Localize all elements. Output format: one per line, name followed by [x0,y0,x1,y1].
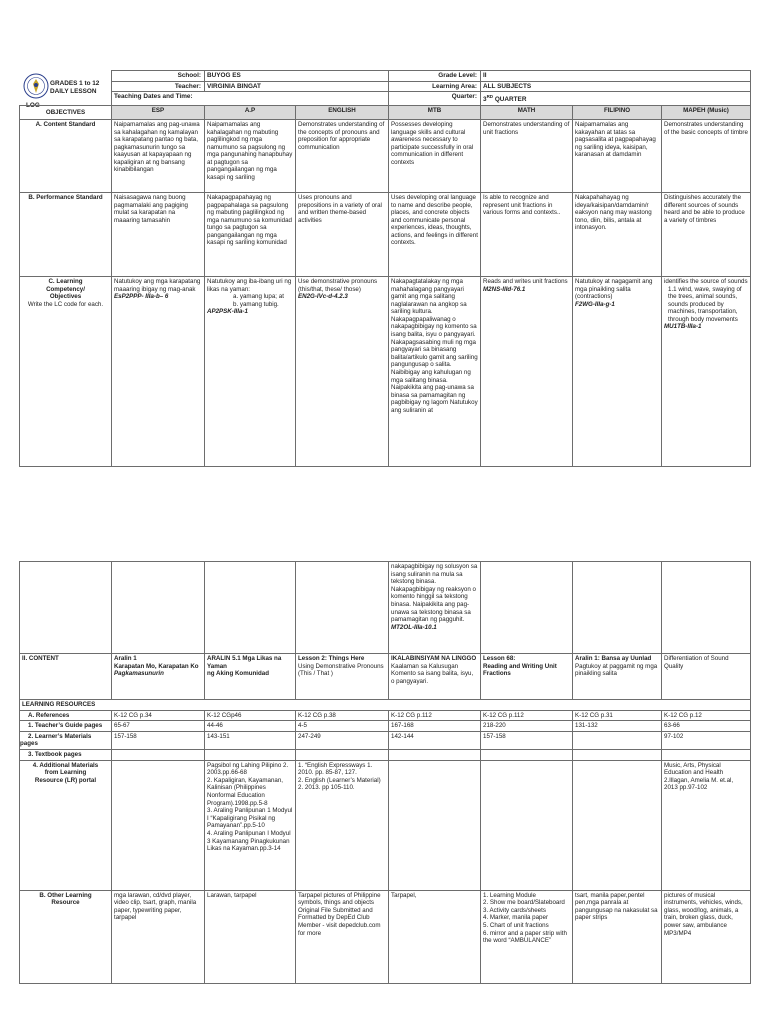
subject-header-mapeh: MAPEH (Music) [662,105,751,119]
am-mtb [389,760,481,890]
continued-english [296,562,389,654]
lm-filipino [573,731,662,749]
lc-filipino-text: Natutukoy at nagagamit ang mga pinaikling salita (contractions) [575,277,653,301]
learning-area-value: ALL SUBJECTS [481,81,751,92]
performance-standard-mtb: Uses developing oral language to name and describe people, places, and concrete objects and communicate personal experiences, ideas, thoughts, actions, and feelings in different contexts. [389,192,481,276]
performance-standard-english: Uses pronouns and prepositions in a variety of oral and written theme-based activities [296,192,389,276]
ref-mapeh: K-12 CG p.12 [662,710,751,721]
lc-ap-item-a: a. yamang lupa; at [233,293,284,301]
content-standard-english: Demonstrates understanding of the concepts of pronouns and preposition for appropriate communication [296,119,389,192]
content-standard-filipino: Naipamamalas ang kakayahan at tatas sa pagsasalita at pagpapahayag ng sariling ideya, kaisipan, karanasan at damdamin [573,119,662,192]
quarter-value [481,92,751,106]
tb-esp [112,749,205,760]
lc-english-text: Use demonstrative pronouns (this/that, these/ those) [298,277,378,293]
lc-esp-text: Natutukoy ang mga karapatang maaaring ibigay ng mag-anak [114,277,201,293]
quarter-label: Quarter: [389,92,481,106]
dll-table-part1 [19,70,751,467]
content-esp [112,654,205,700]
lc-ap-text: Natutukoy ang iba-ibang uri ng likas na yaman: [207,277,292,293]
quarter-suffix: RD [486,94,494,100]
tb-english [296,749,389,760]
continued-filipino [573,562,662,654]
content-filipino [573,654,662,700]
ref-ap: K-12 CGp46 [205,710,296,721]
content-english-line2: Using Demonstrative Pronouns (This / That ) [298,662,384,678]
learning-competency-label [20,276,112,466]
other-resources-label [20,890,112,983]
content-english [296,654,389,700]
tg-ap: 44-46 [205,721,296,732]
lc-mapeh [662,276,751,466]
lc-esp-code: EsP2PPP- IIIa-b– 6 [114,293,169,301]
am-ap: Pagsibol ng Lahing Pilipino 2. 2003.pp.66-68 2. Kapaligiran, Kayamanan, Kalinisan (Philippines Nonformal Education Program).1998.pp.5-8 3. Araling Panlipunan 1 Modyul I “Kapaligirang Pisikal ng Pamayanan”.pp.5-10 4. Araling Panlipunan I Modyul 3 Kayamanang Pinagkukunan Likas na Kayaman.pp.3-14 [205,760,296,890]
tb-math [481,749,573,760]
learning-resources-label: LEARNING RESOURCES [20,700,751,711]
content-esp-line2: Karapatan Mo, Karapatan Ko [114,662,199,670]
lc-label-note: Write the LC code for each. [27,300,104,308]
objectives-label: OBJECTIVES [20,105,112,119]
lm-label-line1: 2. Learner’s Materials [28,732,92,740]
content-mapeh-line1: Differentiation of Sound Quality [664,655,729,670]
other-ap: Larawan, tarpapel [205,890,296,983]
performance-standard-mapeh: Distinguishes accurately the different sources of sounds heard and be able to produce a variety of timbres [662,192,751,276]
lc-mtb-text: Nakapagtatalakay ng mga mahahalagang pangyayari gamit ang mga salitang naglalarawan na angkop sa sariling kultura. Nakapagpapaliwanag o nakapagbibigay ng komento sa isang balita, isyu o pangyayari. Nakapagsasabing muli ng mga pangyayari sa binasang balita/artikulo gamit ang sariling pangungusap o salita. Naibibigay ang kahulugan ng mga salitang binasa. Naipakikita ang pag-unawa sa binasa sa pamamagitan ng pagbibigay ng lagom Natutukoy ang suliranin at [391,277,478,414]
tb-filipino [573,749,662,760]
tg-filipino: 131-132 [573,721,662,732]
content-standard-mtb: Possesses developing language skills and cultural awareness necessary to participate successfully in oral communication in different contexts [389,119,481,192]
lc-label-line3: Objectives [49,293,82,301]
content-standard-math: Demonstrates understanding of unit fractions [481,119,573,192]
ref-mtb: K-12 CG p.112 [389,710,481,721]
grade-level-value: II [481,71,751,82]
quarter-word: QUARTER [493,96,527,104]
subject-header-filipino: FILIPINO [573,105,662,119]
tg-english: 4-5 [296,721,389,732]
content-mtb-line2: Kaalaman sa Kalusugan Komento sa isang balita, isyu, o pangyayari. [391,662,474,685]
additional-materials-label [20,760,112,890]
content-esp-line1: Aralin 1 [114,655,137,662]
am-filipino [573,760,662,890]
lc-esp [112,276,205,466]
content-label: II. CONTENT [20,654,112,700]
lc-ap [205,276,296,466]
ref-english: K-12 CG p.38 [296,710,389,721]
lc-mapeh-text: identifies the source of sounds [664,277,748,285]
tb-mapeh [662,749,751,760]
teachers-guide-label: 1. Teacher’s Guide pages [20,721,112,732]
school-label: School: [112,71,205,82]
continued-math [481,562,573,654]
logo-cell-3 [20,92,112,106]
continued-label [20,562,112,654]
content-ap-line1: ARALIN 5.1 Mga Likas na Yaman [207,655,282,670]
performance-standard-esp: Naisasagawa nang buong pagmamalaki ang pagiging mulat sa karapatan na maaaring tamasahin [112,192,205,276]
other-label-line1: B. Other Learning [39,891,92,899]
logo-cell [20,71,112,82]
am-label-line1: 4. Additional Materials [32,761,99,769]
dll-table-part2 [19,561,751,984]
other-esp: mga larawan, cd/dvd player, video clip, tsart, graph, manila paper, typewriting paper, tarpapel [112,890,205,983]
performance-standard-ap: Nakapagpapahayag ng pagpapahalaga sa pagsulong ng mabuting paglilingkod ng mga namumuno sa komunidad tungo sa pagtugon sa pangangailangan ng mga kasapi ng sariling komunidad [205,192,296,276]
quarter-number: 3 [483,96,487,104]
teaching-dates-label: Teaching Dates and Time: [112,92,389,106]
continued-mtb [389,562,481,654]
lc-math-code: M2NS-IIId-76.1 [483,285,526,293]
other-mapeh: pictures of musical instruments, vehicles, winds, glass, wood/log, animals, a train, broken glass, duck, power saw, ambulance MP3/MP4 [662,890,751,983]
tb-mtb [389,749,481,760]
am-esp [112,760,205,890]
content-ap [205,654,296,700]
lc-ap-item-b: b. yamang tubig. [233,300,279,308]
continued-mapeh [662,562,751,654]
ref-esp: K-12 CG p.34 [112,710,205,721]
content-math-line2: Reading and Writing Unit Fractions [483,662,557,678]
teacher-label: Teacher: [112,81,205,92]
form-title-line3: LOG [26,102,40,109]
content-mapeh [662,654,751,700]
am-mapeh: Music, Arts, Physical Education and Health 2.Illagan, Amelia M. et.al, 2013 pp.97-102 [662,760,751,890]
lc-ap-code: AP2PSK-IIIa-1 [207,308,248,316]
lm-english: 247-249 [296,731,389,749]
performance-standard-math: Is able to recognize and represent unit fractions in various forms and contexts.. [481,192,573,276]
tb-ap [205,749,296,760]
teacher-value: VIRGINIA BINGAT [205,81,389,92]
content-standard-mapeh: Demonstrates understanding of the basic concepts of timbre [662,119,751,192]
content-math-line1: Lesson 68: [483,655,516,662]
content-standard-label: A. Content Standard [20,119,112,192]
content-math [481,654,573,700]
tg-mapeh: 63-66 [662,721,751,732]
continued-ap [205,562,296,654]
tg-math: 218-220 [481,721,573,732]
lm-math: 157-158 [481,731,573,749]
subject-header-mtb: MTB [389,105,481,119]
continued-esp [112,562,205,654]
lc-english-code: EN2G-IVc-d-4.2.3 [298,293,348,301]
lm-mapeh: 97-102 [662,731,751,749]
lc-label-line1: C. Learning [48,277,83,285]
content-filipino-line2: Pagtukoy at paggamit ng mga pinaikling salita [575,662,658,678]
lm-label-line2: pages [20,740,38,748]
tg-esp: 65-67 [112,721,205,732]
textbook-pages-label: 3. Textbook pages [20,749,112,760]
school-value: BUYOG ES [205,71,389,82]
logo-cell-2 [20,81,112,92]
am-english: 1. “English Expressways 1. 2010. pp. 85-87, 127. 2. English (Learner’s Material) 2. 2013. pp 105-110. [296,760,389,890]
content-filipino-line1: Aralin 1: Bansa ay Uunlad [575,655,652,662]
ref-filipino: K-12 CG p.31 [573,710,662,721]
lc-mapeh-code: MU1TB-IIIa-1 [664,323,702,331]
form-title-line1: GRADES 1 to 12 [50,80,100,87]
lc-filipino-code: F2WG-IIIa-g-1 [575,300,615,308]
other-filipino: tsart, manila paper,pentel pen,mga panrala at pangungusap na nakasulat sa paper strips [573,890,662,983]
lc-math [481,276,573,466]
content-mtb [389,654,481,700]
lc-label-line2: Competency/ [46,285,85,293]
subject-header-esp: ESP [112,105,205,119]
performance-standard-label: B. Performance Standard [20,192,112,276]
am-math [481,760,573,890]
lm-mtb: 142-144 [389,731,481,749]
learners-materials-label [20,731,112,749]
lc-math-text: Reads and writes unit fractions [483,277,568,285]
am-label-line3: Resource (LR) portal [34,776,97,784]
lm-ap: 143-151 [205,731,296,749]
other-label-line2: Resource [51,899,80,907]
lc-english [296,276,389,466]
lc-mapeh-item: 1.1 wind, wave, swaying of the trees, animal sounds, sounds produced by machines, transportation, through body movements [668,285,742,323]
other-mtb: Tarpapel, [389,890,481,983]
learning-area-label: Learning Area: [389,81,481,92]
subject-header-math: MATH [481,105,573,119]
content-standard-esp: Naipamamalas ang pag-unawa sa kahalagahan ng kamalayan sa karapatang pantao ng bata, pagkamasunurin tungo sa kaayusan at kapayapaan ng kapaligiran at ng bansang kinabibilangan [112,119,205,192]
performance-standard-filipino: Nakapahahayag ng ideya/kaisipan/damdamin/r eaksyon nang may wastong tono, diin, bilis, antala at intonasyon. [573,192,662,276]
subject-header-ap: A.P [205,105,296,119]
lc-filipino [573,276,662,466]
am-label-line2: from Learning [44,769,87,777]
ref-math: K-12 CG p.112 [481,710,573,721]
form-title-line2: DAILY LESSON [50,87,97,95]
lc-mtb [389,276,481,466]
lc-mtb-code: MT2OL-IIIa-10.1 [391,623,437,631]
references-label: A. References [20,710,112,721]
content-ap-line2: ng Aking Komunidad [207,670,269,678]
subject-header-english: ENGLISH [296,105,389,119]
content-english-line1: Lesson 2: Things Here [298,655,365,662]
grade-level-label: Grade Level: [389,71,481,82]
other-math: 1. Learning Module 2. Show me board/Slateboard 3. Activity cards/sheets 4. Marker, manila paper 5. Chart of unit fractions 6. mirror and a paper strip with the word “AMBULANCE” [481,890,573,983]
content-esp-line3: Pagkamasunurin [114,670,164,678]
content-standard-ap: Naipamamalas ang kahalagahan ng mabuting paglilingkod ng mga namumuno sa pagsulong ng mga pangunahing hanapbuhay at pagtugon sa pangangailangan ng mga kasapi ng sariling [205,119,296,192]
tg-mtb: 167-168 [389,721,481,732]
lm-esp: 157-158 [112,731,205,749]
content-mtb-line1: IKALABINSIYAM NA LINGGO [391,655,477,662]
other-english: Tarpapel pictures of Philippine symbols, things and objects Original File Submitted and Formatted by DepEd Club Member - visit depedclub.com for more [296,890,389,983]
lc-mtb-continued-text: nakapagbibigay ng solusyon sa isang suliranin na mula sa tekstong binasa. Nakapagbibigay ng reaksyon o komento hinggil sa tekstong binasa. Naipakikita ang pag-unawa sa tekstong binasa sa pamamagitan ng pagguhit. [391,563,478,624]
